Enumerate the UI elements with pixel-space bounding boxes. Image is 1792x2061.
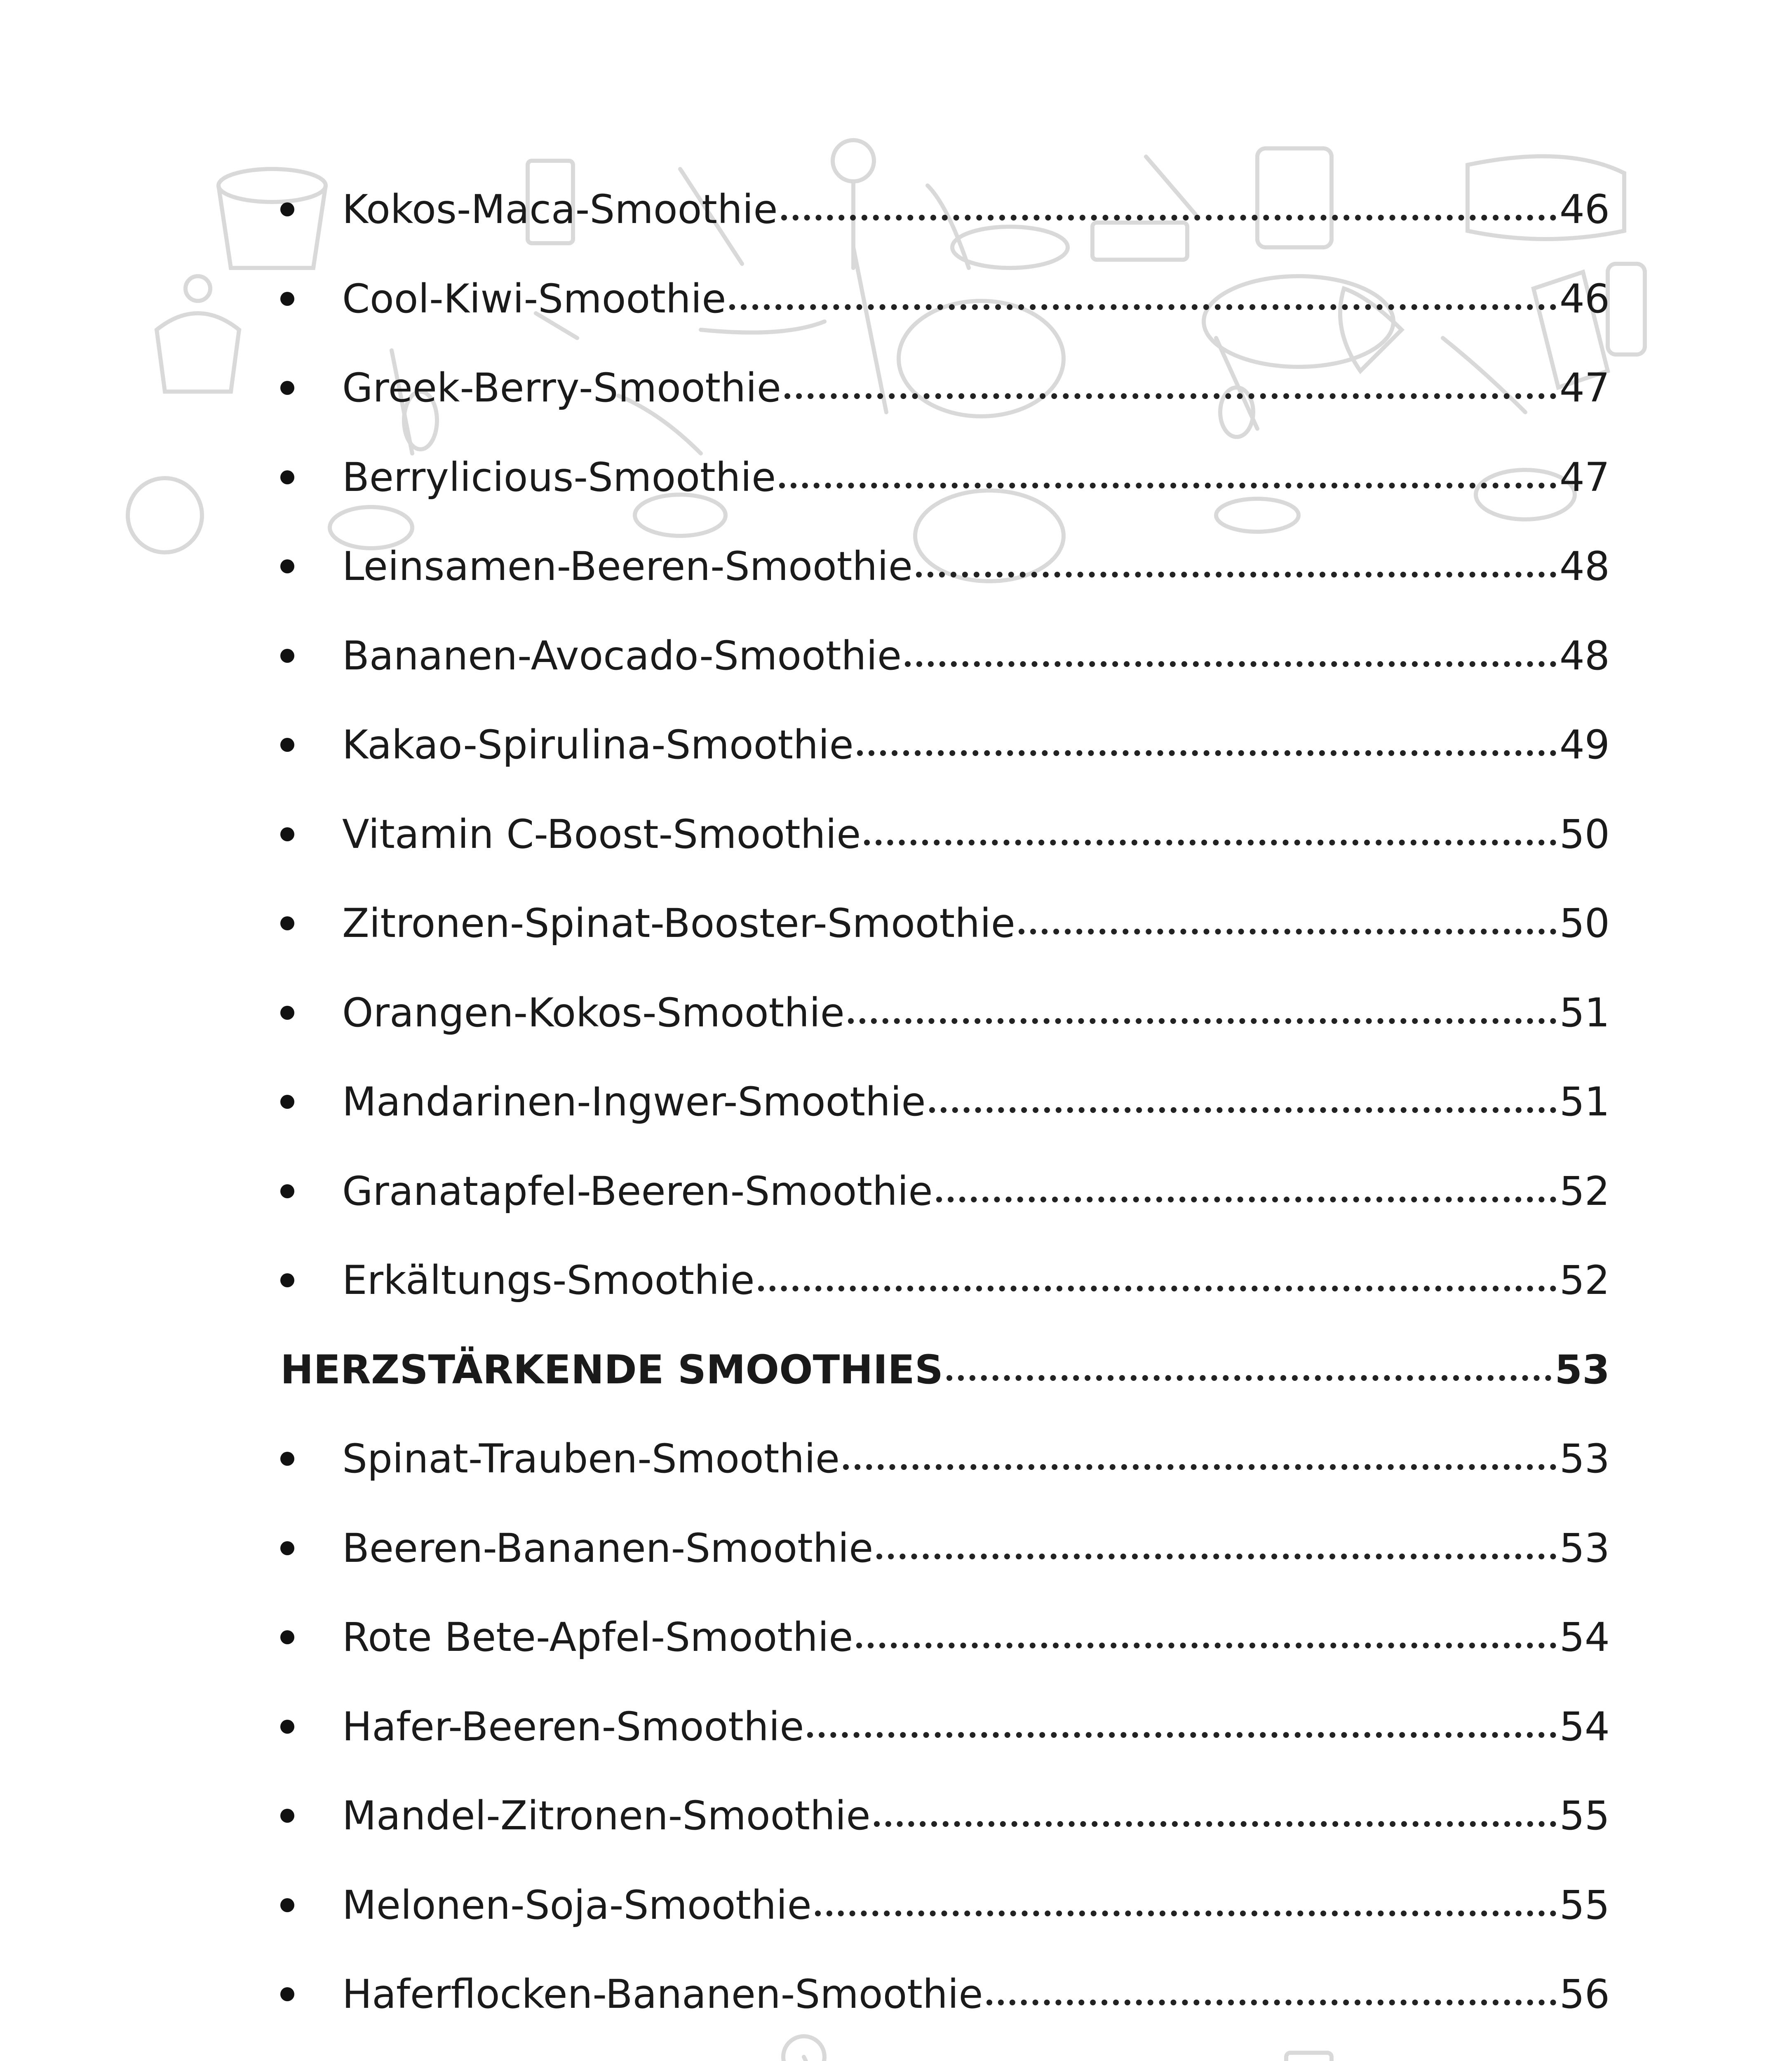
- toc-entry: [280, 722, 1610, 768]
- toc-entry-label: Granatapfel-Beeren-Smoothie: [342, 1168, 933, 1214]
- toc-entry-page-number: 52: [1559, 1257, 1610, 1304]
- toc-entry-label: Mandel-Zitronen-Smoothie: [342, 1793, 871, 1839]
- toc-entry-page-number: 56: [1559, 1971, 1610, 2018]
- toc-entry-label: HERZSTÄRKENDE SMOOTHIES: [280, 1346, 943, 1393]
- toc-entry: [280, 989, 1610, 1036]
- dot-leader: [784, 393, 1556, 399]
- toc-entry: [280, 1793, 1610, 1839]
- bullet-icon: [280, 1273, 294, 1287]
- bullet-icon: [280, 1452, 294, 1466]
- dot-leader: [807, 1732, 1556, 1738]
- toc-entry-page-number: 54: [1559, 1703, 1610, 1750]
- bullet-icon: [280, 292, 294, 306]
- toc-entry-page-number: 53: [1555, 1346, 1610, 1393]
- toc-entry-label: Mandarinen-Ingwer-Smoothie: [342, 1079, 926, 1125]
- toc-entry: [280, 811, 1610, 857]
- bullet-icon: [280, 202, 294, 216]
- toc-item[interactable]: [280, 790, 1610, 879]
- toc-item[interactable]: [280, 165, 1610, 254]
- toc-item[interactable]: [280, 343, 1610, 433]
- toc-entry-page-number: 53: [1559, 1525, 1610, 1571]
- bullet-icon: [280, 1541, 294, 1555]
- bullet-icon: [280, 649, 294, 663]
- toc-item[interactable]: [280, 968, 1610, 1058]
- bullet-icon: [280, 1720, 294, 1734]
- toc-item[interactable]: [280, 1950, 1610, 2039]
- toc-item[interactable]: [280, 1057, 1610, 1147]
- toc-entry: [280, 1703, 1610, 1750]
- dot-leader: [781, 215, 1556, 221]
- bullet-icon: [280, 1630, 294, 1644]
- toc-entry-page-number: 54: [1559, 1614, 1610, 1661]
- bullet-icon: [280, 1095, 294, 1109]
- dot-leader: [848, 1018, 1556, 1024]
- toc-entry: [280, 1346, 1610, 1393]
- toc-entry-label: Greek-Berry-Smoothie: [342, 365, 781, 411]
- bullet-icon: [280, 1006, 294, 1020]
- toc-entry-label: Erkältungs-Smoothie: [342, 1257, 755, 1304]
- bullet-icon: [280, 470, 294, 484]
- toc-entry-page-number: 47: [1559, 365, 1610, 411]
- toc-item[interactable]: [280, 1147, 1610, 1236]
- toc-item[interactable]: [280, 611, 1610, 701]
- toc-entry-page-number: 55: [1559, 1793, 1610, 1839]
- toc-entry: [280, 1971, 1610, 2018]
- toc-entry-page-number: 49: [1559, 722, 1610, 768]
- toc-item[interactable]: [280, 2039, 1610, 2061]
- dot-leader: [815, 1911, 1556, 1916]
- toc-entry-label: Beeren-Bananen-Smoothie: [342, 1525, 874, 1571]
- dot-leader: [1019, 929, 1556, 934]
- toc-entry-label: Leinsamen-Beeren-Smoothie: [342, 543, 913, 590]
- toc-entry: [280, 1079, 1610, 1125]
- toc-entry: [280, 275, 1610, 322]
- toc-entry: [280, 186, 1610, 233]
- toc-entry: [280, 632, 1610, 679]
- toc-item[interactable]: [280, 433, 1610, 522]
- dot-leader: [864, 840, 1556, 845]
- toc-entry-page-number: 46: [1559, 275, 1610, 322]
- toc-entry-label: Spinat-Trauben-Smoothie: [342, 1436, 840, 1482]
- toc-entry: [280, 454, 1610, 500]
- toc-item[interactable]: [280, 1861, 1610, 1950]
- toc-entry-page-number: 51: [1559, 1079, 1610, 1125]
- toc-entry: [280, 1882, 1610, 1928]
- toc-item[interactable]: [280, 1593, 1610, 1682]
- toc-entry-label: Melonen-Soja-Smoothie: [342, 1882, 812, 1928]
- toc-entry-label: Berrylicious-Smoothie: [342, 454, 776, 500]
- toc-entry-label: Kokos-Maca-Smoothie: [342, 186, 778, 233]
- toc-entry: [280, 900, 1610, 947]
- toc-item[interactable]: [280, 522, 1610, 611]
- dot-leader: [729, 304, 1556, 310]
- toc-entry: [280, 1168, 1610, 1214]
- toc-entry-label: Vitamin C-Boost-Smoothie: [342, 811, 861, 857]
- dot-leader: [936, 1197, 1556, 1202]
- toc-entry: [280, 1525, 1610, 1571]
- bullet-icon: [280, 738, 294, 752]
- toc-entry-page-number: 51: [1559, 989, 1610, 1036]
- dot-leader: [905, 661, 1556, 667]
- bullet-icon: [280, 1898, 294, 1912]
- dot-leader: [946, 1375, 1551, 1381]
- toc-item[interactable]: [280, 1504, 1610, 1593]
- toc-entry: [280, 1257, 1610, 1304]
- bullet-icon: [280, 381, 294, 395]
- dot-leader: [856, 1643, 1556, 1648]
- bullet-icon: [280, 1809, 294, 1823]
- dot-leader: [758, 1286, 1556, 1291]
- toc-entry-label: Zitronen-Spinat-Booster-Smoothie: [342, 900, 1015, 947]
- bullet-icon: [280, 559, 294, 573]
- toc-entry: [280, 543, 1610, 590]
- bullet-icon: [280, 1184, 294, 1198]
- toc-entry-page-number: 47: [1559, 454, 1610, 500]
- toc-entry-page-number: 52: [1559, 1168, 1610, 1214]
- toc-entry-label: Rote Bete-Apfel-Smoothie: [342, 1614, 853, 1661]
- dot-leader: [779, 483, 1556, 488]
- toc-entry-page-number: 53: [1559, 1436, 1610, 1482]
- toc-section-heading[interactable]: [280, 1325, 1610, 1415]
- toc-item[interactable]: [280, 700, 1610, 790]
- toc-entry-page-number: 48: [1559, 543, 1610, 590]
- toc-entry-label: Hafer-Beeren-Smoothie: [342, 1703, 804, 1750]
- dot-leader: [876, 1554, 1556, 1559]
- dot-leader: [874, 1821, 1556, 1827]
- toc-entry-page-number: 46: [1559, 186, 1610, 233]
- dot-leader: [843, 1464, 1556, 1470]
- toc-entry-label: Bananen-Avocado-Smoothie: [342, 632, 902, 679]
- toc-entry-label: Orangen-Kokos-Smoothie: [342, 989, 845, 1036]
- toc-entry: [280, 365, 1610, 411]
- toc-entry-label: Cool-Kiwi-Smoothie: [342, 275, 726, 322]
- bullet-icon: [280, 916, 294, 930]
- bullet-icon: [280, 827, 294, 841]
- table-of-contents: [280, 165, 1610, 2061]
- toc-entry-page-number: 50: [1559, 900, 1610, 947]
- toc-item[interactable]: [280, 879, 1610, 968]
- toc-entry: [280, 1436, 1610, 1482]
- dot-leader: [929, 1107, 1556, 1113]
- toc-item[interactable]: [280, 254, 1610, 344]
- toc-item[interactable]: [280, 1682, 1610, 1772]
- toc-entry-page-number: 55: [1559, 1882, 1610, 1928]
- toc-entry: [280, 1614, 1610, 1661]
- toc-item[interactable]: [280, 1414, 1610, 1504]
- bullet-icon: [280, 1987, 294, 2001]
- toc-entry-page-number: 50: [1559, 811, 1610, 857]
- toc-entry-page-number: 48: [1559, 632, 1610, 679]
- dot-leader: [916, 572, 1556, 577]
- toc-item[interactable]: [280, 1771, 1610, 1861]
- dot-leader: [857, 750, 1556, 756]
- toc-entry-label: Haferflocken-Bananen-Smoothie: [342, 1971, 983, 2018]
- toc-entry-label: Kakao-Spirulina-Smoothie: [342, 722, 854, 768]
- toc-item[interactable]: [280, 1236, 1610, 1325]
- dot-leader: [986, 2000, 1556, 2005]
